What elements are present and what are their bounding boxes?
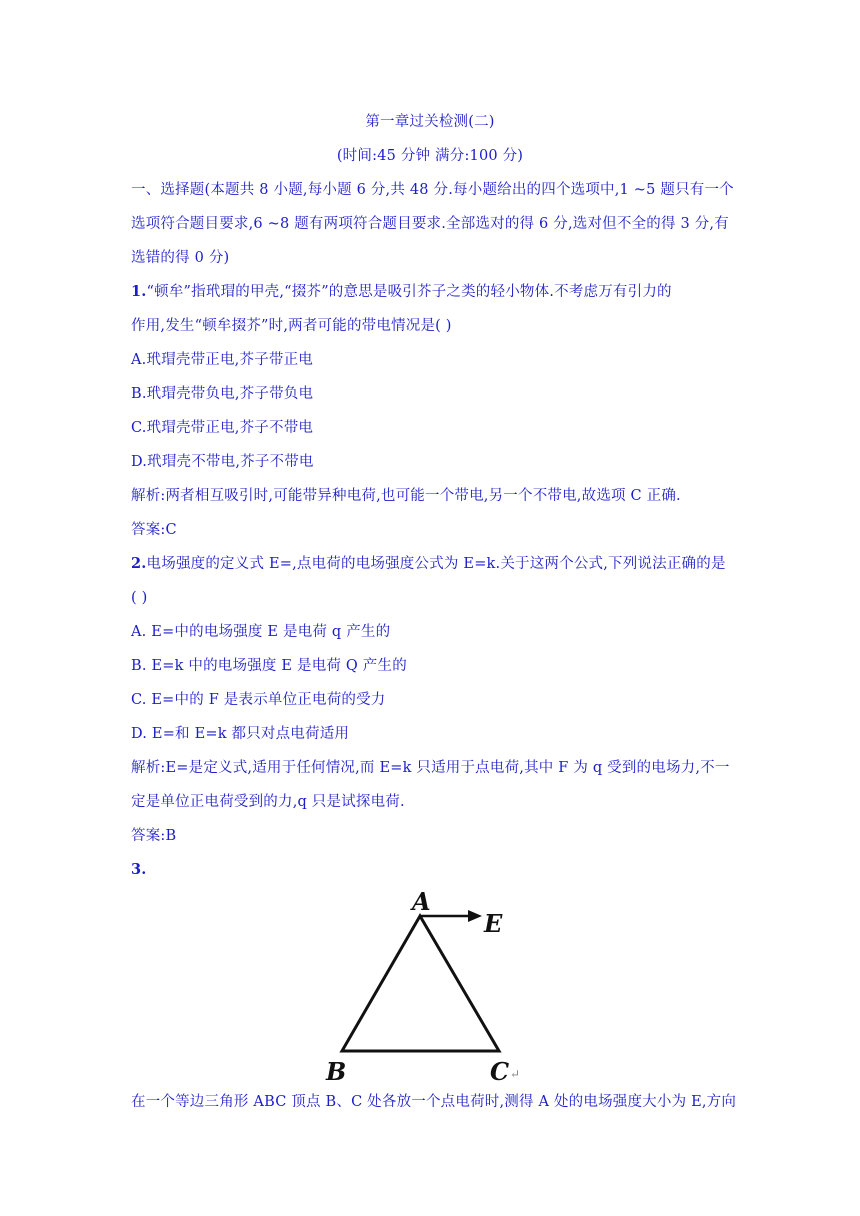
question-2-analysis-line-1: 解析:E=是定义式,适用于任何情况,而 E=k 只适用于点电荷,其中 F 为 q 受到的电场力,不一 <box>131 760 730 776</box>
question-1-answer: 答案:C <box>131 522 177 538</box>
vertex-label-b: B <box>326 1057 347 1086</box>
return-mark: ↵ <box>510 1067 521 1081</box>
question-1-number: 1. <box>131 283 147 300</box>
question-2-stem-line-1: 2.电场强度的定义式 E=,点电荷的电场强度公式为 E=k.关于这两个公式,下列说法正确的是 <box>131 555 726 572</box>
question-2-option-b: B. E=k 中的电场强度 E 是电荷 Q 产生的 <box>131 658 407 674</box>
field-arrow-head <box>468 910 482 922</box>
question-1-option-a: A.玳瑁壳带正电,芥子带正电 <box>131 352 313 368</box>
question-1-option-c: C.玳瑁壳带正电,芥子不带电 <box>131 420 314 436</box>
question-1-option-d: D.玳瑁壳不带电,芥子不带电 <box>131 454 314 470</box>
question-2-option-d: D. E=和 E=k 都只对点电荷适用 <box>131 726 350 742</box>
question-1-stem-line-2: 作用,发生“顿牟掇芥”时,两者可能的带电情况是( ) <box>131 318 452 334</box>
question-2-analysis-line-2: 定是单位正电荷受到的力,q 只是试探电荷. <box>131 794 405 810</box>
field-label-e: E <box>484 909 503 938</box>
question-1-stem-line-1: 1.“顿牟”指玳瑁的甲壳,“掇芥”的意思是吸引芥子之类的轻小物体.不考虑万有引力的 <box>131 283 672 300</box>
question-2-option-c: C. E=中的 F 是表示单位正电荷的受力 <box>131 692 386 708</box>
section-instructions-line-2: 选项符合题目要求,6 ~8 题有两项符合题目要求.全部选对的得 6 分,选对但不全的得 3 分,有 <box>131 216 729 232</box>
equilateral-triangle-diagram <box>322 888 522 1088</box>
exam-info: (时间:45 分钟 满分:100 分) <box>336 148 524 164</box>
page-title: 第一章过关检测(二) <box>365 114 495 130</box>
section-instructions-line-3: 选错的得 0 分) <box>131 250 230 266</box>
question-2-option-a: A. E=中的电场强度 E 是电荷 q 产生的 <box>131 624 391 640</box>
question-2-number: 2. <box>131 555 147 572</box>
question-2-stem-line-2: ( ) <box>131 590 148 606</box>
vertex-label-a: A <box>412 888 431 916</box>
question-3-number: 3. <box>131 861 147 878</box>
question-3-stem: 在一个等边三角形 ABC 顶点 B、C 处各放一个点电荷时,测得 A 处的电场强度大小为 E,方向 <box>131 1094 737 1110</box>
question-2-answer: 答案:B <box>131 828 177 844</box>
question-1-analysis: 解析:两者相互吸引时,可能带异种电荷,也可能一个带电,另一个不带电,故选项 C 正确. <box>131 488 681 504</box>
triangle-abc <box>342 916 499 1051</box>
question-1-option-b: B.玳瑁壳带负电,芥子带负电 <box>131 386 314 402</box>
triangle-figure <box>322 888 522 1088</box>
vertex-label-c: C <box>490 1057 510 1086</box>
section-instructions-line-1: 一、选择题(本题共 8 小题,每小题 6 分,共 48 分.每小题给出的四个选项中,1 ~5 题只有一个 <box>131 182 734 198</box>
